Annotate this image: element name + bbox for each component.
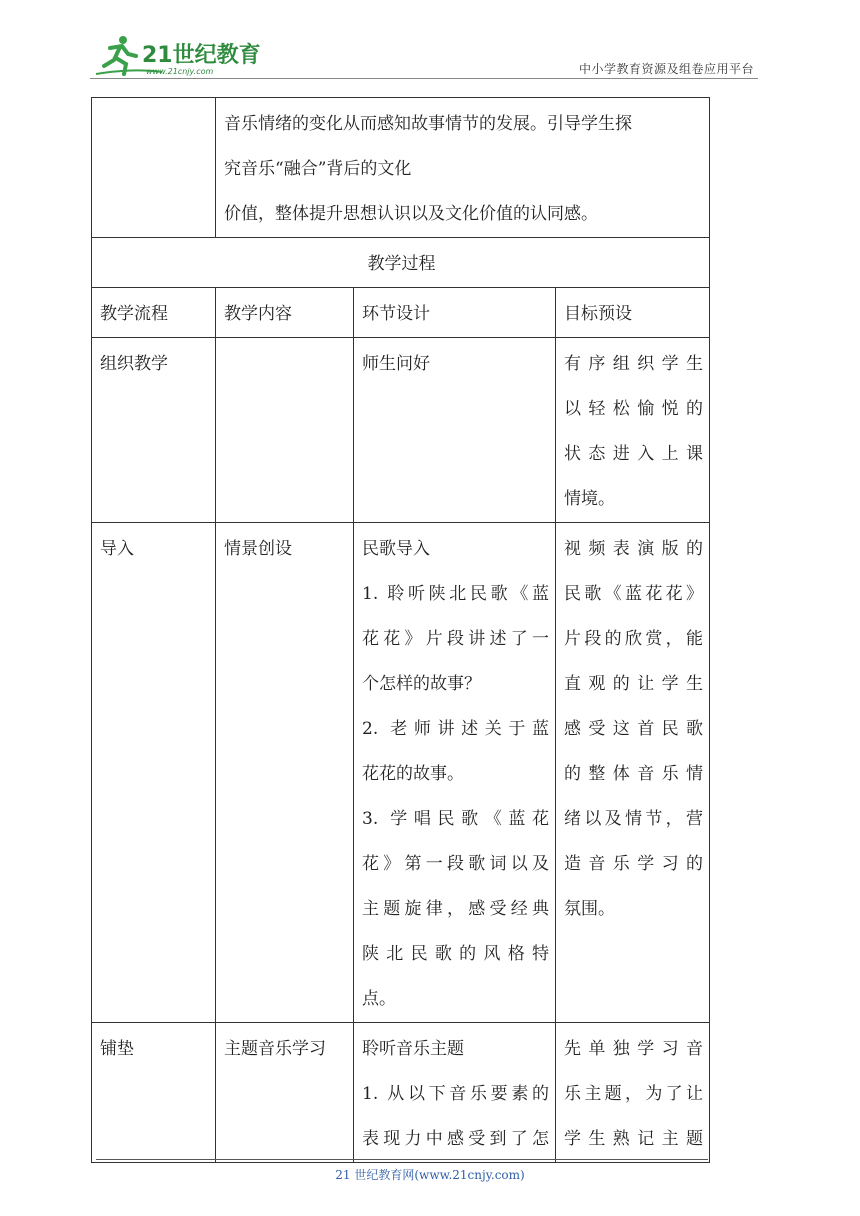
text-line: 先单独学习音 bbox=[564, 1039, 703, 1059]
header-divider bbox=[90, 78, 758, 79]
text-line: 绪以及情节，营 bbox=[564, 809, 703, 829]
site-tagline: 中小学教育资源及组卷应用平台 bbox=[578, 62, 754, 76]
table-row bbox=[92, 238, 710, 288]
page-header bbox=[90, 34, 758, 80]
text-line: 2. 老师讲述关于蓝 bbox=[362, 719, 549, 739]
content-cell: 情景创设 bbox=[216, 523, 354, 1023]
svg-text:www.21cnjy.com: www.21cnjy.com bbox=[146, 67, 214, 76]
text-line: 点。 bbox=[362, 989, 396, 1009]
text-line: 陕北民歌的风格特 bbox=[362, 944, 549, 964]
text-line: 究音乐“融合”背后的文化 bbox=[224, 159, 412, 179]
text-line: 民歌导入 bbox=[362, 539, 430, 559]
footer-divider bbox=[96, 1159, 708, 1160]
text-line: 直观的让学生 bbox=[564, 674, 703, 694]
table-row bbox=[92, 1023, 710, 1163]
text-line: 花花》片段讲述了一 bbox=[362, 629, 549, 649]
column-header: 教学流程 bbox=[92, 288, 216, 338]
text-line: 以轻松愉悦的 bbox=[564, 399, 703, 419]
text-line: 民歌《蓝花花》 bbox=[564, 584, 703, 604]
table-cell bbox=[92, 98, 216, 238]
text-line: 1. 聆听陕北民歌《蓝 bbox=[362, 584, 549, 604]
column-header: 教学内容 bbox=[216, 288, 354, 338]
text-line: 造音乐学习的 bbox=[564, 854, 703, 874]
text-line: 价值，整体提升思想认识以及文化价值的认同感。 bbox=[224, 204, 598, 224]
logo bbox=[92, 34, 262, 78]
text-line: 片段的欣赏，能 bbox=[564, 629, 703, 649]
text-line: 音乐情绪的变化从而感知故事情节的发展。引导学生探 bbox=[224, 114, 632, 134]
table-header-row bbox=[92, 288, 710, 338]
text-line: 的整体音乐情 bbox=[564, 764, 703, 784]
goal-cell bbox=[556, 338, 710, 523]
design-cell bbox=[354, 1023, 556, 1163]
design-cell bbox=[354, 338, 556, 523]
column-header: 环节设计 bbox=[354, 288, 556, 338]
text-line: 聆听音乐主题 bbox=[362, 1039, 464, 1059]
column-header: 目标预设 bbox=[556, 288, 710, 338]
text-line: 3. 学唱民歌《蓝花 bbox=[362, 809, 549, 829]
text-line: 花花的故事。 bbox=[362, 764, 464, 784]
lesson-plan-table bbox=[91, 97, 710, 1163]
text-line: 情境。 bbox=[564, 489, 615, 509]
section-title: 教学过程 bbox=[92, 238, 710, 288]
text-line: 花》第一段歌词以及 bbox=[362, 854, 549, 874]
text-line: 乐主题，为了让 bbox=[564, 1084, 703, 1104]
text-line: 个怎样的故事？ bbox=[362, 674, 481, 694]
content-cell bbox=[216, 338, 354, 523]
flow-cell: 导入 bbox=[92, 523, 216, 1023]
svg-text:21世纪教育: 21世纪教育 bbox=[142, 43, 261, 68]
goal-cell bbox=[556, 1023, 710, 1163]
text-line: 1. 从以下音乐要素的 bbox=[362, 1084, 549, 1104]
design-cell bbox=[354, 523, 556, 1023]
goal-cell bbox=[556, 523, 710, 1023]
text-line: 视频表演版的 bbox=[564, 539, 703, 559]
text-line: 氛围。 bbox=[564, 899, 615, 919]
text-line: 状态进入上课 bbox=[564, 444, 703, 464]
continued-cell bbox=[216, 98, 710, 238]
footer-text: 21 世纪教育网(www.21cnjy.com) bbox=[335, 1168, 525, 1182]
text-line: 师生问好 bbox=[362, 354, 430, 374]
text-line: 有序组织学生 bbox=[564, 354, 703, 374]
text-line: 学生熟记主题 bbox=[564, 1129, 703, 1149]
flow-cell: 组织教学 bbox=[92, 338, 216, 523]
text-line: 主题旋律，感受经典 bbox=[362, 899, 549, 919]
text-line: 感受这首民歌 bbox=[564, 719, 703, 739]
content-cell: 主题音乐学习 bbox=[216, 1023, 354, 1163]
text-line: 表现力中感受到了怎 bbox=[362, 1129, 549, 1149]
table-row bbox=[92, 98, 710, 238]
flow-cell: 铺垫 bbox=[92, 1023, 216, 1163]
table-row bbox=[92, 523, 710, 1023]
table-row bbox=[92, 338, 710, 523]
